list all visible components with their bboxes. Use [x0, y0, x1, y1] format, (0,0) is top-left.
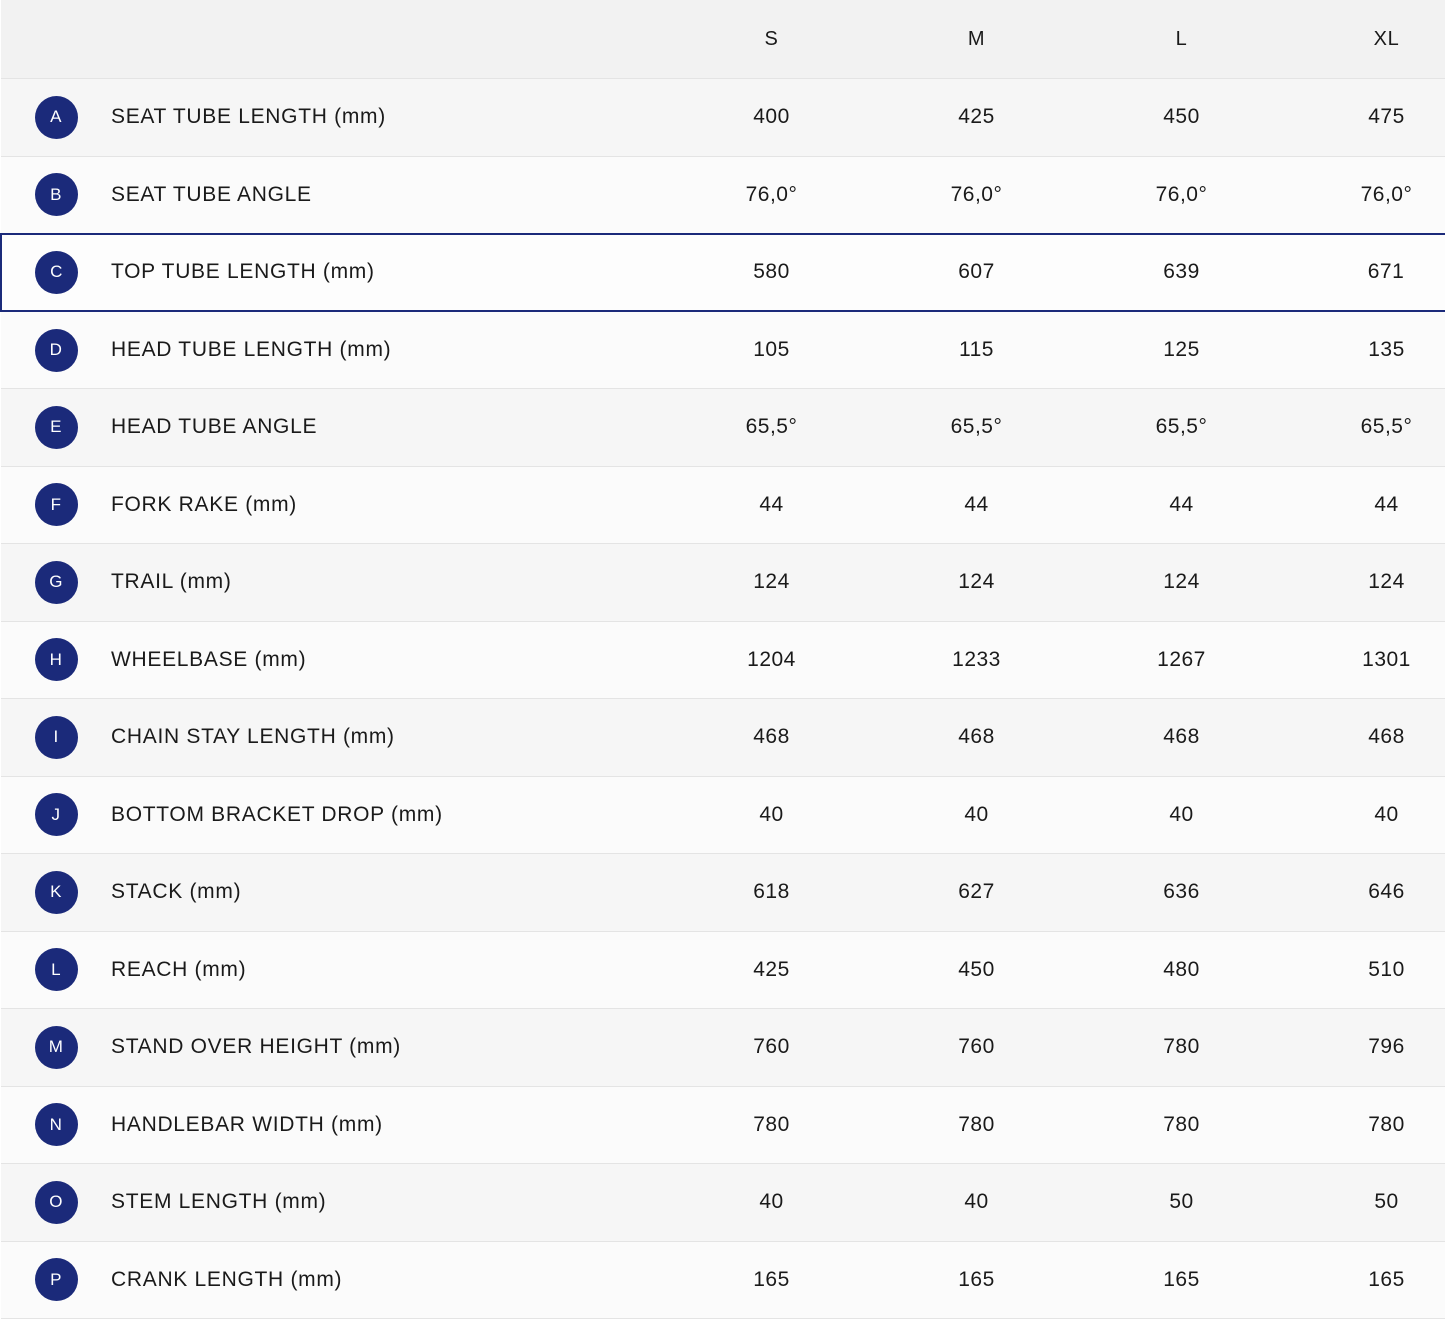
- row-label: TRAIL (mm): [111, 544, 669, 622]
- row-value: 124: [874, 544, 1079, 622]
- table-row: [1, 621, 1445, 699]
- row-label: WHEELBASE (mm): [111, 621, 669, 699]
- table-row: [1, 854, 1445, 932]
- row-value: 124: [669, 544, 874, 622]
- row-badge: F: [35, 483, 78, 526]
- table-body: [1, 79, 1445, 1319]
- row-value: 135: [1284, 311, 1445, 389]
- row-badge-cell: [1, 621, 111, 699]
- row-label: CHAIN STAY LENGTH (mm): [111, 699, 669, 777]
- row-value: 780: [1079, 1009, 1284, 1087]
- row-value: 124: [1284, 544, 1445, 622]
- row-value: 44: [1079, 466, 1284, 544]
- row-value: 671: [1284, 234, 1445, 312]
- row-value: 760: [874, 1009, 1079, 1087]
- row-value: 44: [1284, 466, 1445, 544]
- row-value: 468: [1284, 699, 1445, 777]
- row-badge: L: [35, 948, 78, 991]
- row-value: 450: [1079, 79, 1284, 157]
- row-badge: J: [35, 793, 78, 836]
- table-row: [1, 311, 1445, 389]
- table-row: [1, 1009, 1445, 1087]
- row-badge: I: [35, 716, 78, 759]
- table-row: [1, 234, 1445, 312]
- header-size-xl: XL: [1284, 0, 1445, 79]
- row-value: 468: [1079, 699, 1284, 777]
- row-badge: N: [35, 1103, 78, 1146]
- row-label: REACH (mm): [111, 931, 669, 1009]
- table-row: [1, 1086, 1445, 1164]
- row-value: 627: [874, 854, 1079, 932]
- row-value: 65,5°: [1079, 389, 1284, 467]
- row-badge: C: [35, 251, 78, 294]
- row-badge-cell: [1, 79, 111, 157]
- row-badge: G: [35, 561, 78, 604]
- row-value: 125: [1079, 311, 1284, 389]
- row-value: 76,0°: [669, 156, 874, 234]
- row-label: SEAT TUBE ANGLE: [111, 156, 669, 234]
- row-value: 65,5°: [874, 389, 1079, 467]
- row-badge-cell: [1, 544, 111, 622]
- row-badge-cell: [1, 699, 111, 777]
- row-value: 796: [1284, 1009, 1445, 1087]
- row-value: 76,0°: [1284, 156, 1445, 234]
- row-value: 1204: [669, 621, 874, 699]
- row-label: CRANK LENGTH (mm): [111, 1241, 669, 1319]
- header-label-blank: [111, 0, 669, 79]
- row-value: 780: [1079, 1086, 1284, 1164]
- table-header: [1, 0, 1445, 79]
- row-value: 607: [874, 234, 1079, 312]
- row-badge: A: [35, 96, 78, 139]
- row-value: 40: [669, 1164, 874, 1242]
- row-value: 40: [1284, 776, 1445, 854]
- row-value: 618: [669, 854, 874, 932]
- row-value: 44: [669, 466, 874, 544]
- table-header-row: [1, 0, 1445, 79]
- row-value: 40: [1079, 776, 1284, 854]
- row-value: 636: [1079, 854, 1284, 932]
- row-value: 580: [669, 234, 874, 312]
- row-value: 40: [874, 1164, 1079, 1242]
- row-label: SEAT TUBE LENGTH (mm): [111, 79, 669, 157]
- row-value: 510: [1284, 931, 1445, 1009]
- row-badge: H: [35, 638, 78, 681]
- row-value: 1267: [1079, 621, 1284, 699]
- row-badge-cell: [1, 1009, 111, 1087]
- header-size-m: M: [874, 0, 1079, 79]
- row-badge: K: [35, 871, 78, 914]
- row-value: 50: [1284, 1164, 1445, 1242]
- row-value: 165: [1079, 1241, 1284, 1319]
- row-badge: E: [35, 406, 78, 449]
- table-row: [1, 466, 1445, 544]
- row-value: 450: [874, 931, 1079, 1009]
- row-value: 468: [669, 699, 874, 777]
- row-badge-cell: [1, 931, 111, 1009]
- row-value: 1233: [874, 621, 1079, 699]
- table-row: [1, 776, 1445, 854]
- row-value: 165: [874, 1241, 1079, 1319]
- row-value: 105: [669, 311, 874, 389]
- row-value: 780: [1284, 1086, 1445, 1164]
- row-label: HANDLEBAR WIDTH (mm): [111, 1086, 669, 1164]
- table-row: [1, 1164, 1445, 1242]
- row-label: BOTTOM BRACKET DROP (mm): [111, 776, 669, 854]
- row-value: 40: [669, 776, 874, 854]
- table-row: [1, 699, 1445, 777]
- row-badge: B: [35, 173, 78, 216]
- row-label: STACK (mm): [111, 854, 669, 932]
- table-row: [1, 156, 1445, 234]
- row-value: 475: [1284, 79, 1445, 157]
- row-badge: D: [35, 329, 78, 372]
- table-row: [1, 1241, 1445, 1319]
- row-value: 65,5°: [669, 389, 874, 467]
- row-badge-cell: [1, 234, 111, 312]
- row-value: 400: [669, 79, 874, 157]
- row-value: 646: [1284, 854, 1445, 932]
- row-badge-cell: [1, 466, 111, 544]
- row-value: 165: [669, 1241, 874, 1319]
- row-label: HEAD TUBE LENGTH (mm): [111, 311, 669, 389]
- row-value: 124: [1079, 544, 1284, 622]
- row-label: FORK RAKE (mm): [111, 466, 669, 544]
- row-value: 1301: [1284, 621, 1445, 699]
- row-badge-cell: [1, 156, 111, 234]
- row-label: STEM LENGTH (mm): [111, 1164, 669, 1242]
- row-value: 115: [874, 311, 1079, 389]
- row-label: TOP TUBE LENGTH (mm): [111, 234, 669, 312]
- table-row: [1, 389, 1445, 467]
- row-badge-cell: [1, 854, 111, 932]
- row-value: 760: [669, 1009, 874, 1087]
- table-row: [1, 79, 1445, 157]
- row-badge-cell: [1, 776, 111, 854]
- header-badge-blank: [1, 0, 111, 79]
- table-row: [1, 931, 1445, 1009]
- row-badge-cell: [1, 1086, 111, 1164]
- row-badge-cell: [1, 1241, 111, 1319]
- table-row: [1, 544, 1445, 622]
- row-badge-cell: [1, 389, 111, 467]
- header-size-s: S: [669, 0, 874, 79]
- row-value: 639: [1079, 234, 1284, 312]
- row-label: STAND OVER HEIGHT (mm): [111, 1009, 669, 1087]
- row-value: 40: [874, 776, 1079, 854]
- row-value: 65,5°: [1284, 389, 1445, 467]
- row-value: 44: [874, 466, 1079, 544]
- row-badge-cell: [1, 1164, 111, 1242]
- row-value: 50: [1079, 1164, 1284, 1242]
- row-value: 780: [874, 1086, 1079, 1164]
- row-value: 468: [874, 699, 1079, 777]
- row-label: HEAD TUBE ANGLE: [111, 389, 669, 467]
- row-badge: P: [35, 1258, 78, 1301]
- row-badge-cell: [1, 311, 111, 389]
- row-value: 76,0°: [1079, 156, 1284, 234]
- row-badge: M: [35, 1026, 78, 1069]
- row-value: 76,0°: [874, 156, 1079, 234]
- row-value: 425: [669, 931, 874, 1009]
- row-value: 480: [1079, 931, 1284, 1009]
- row-badge: O: [35, 1181, 78, 1224]
- row-value: 425: [874, 79, 1079, 157]
- header-size-l: L: [1079, 0, 1284, 79]
- row-value: 165: [1284, 1241, 1445, 1319]
- row-value: 780: [669, 1086, 874, 1164]
